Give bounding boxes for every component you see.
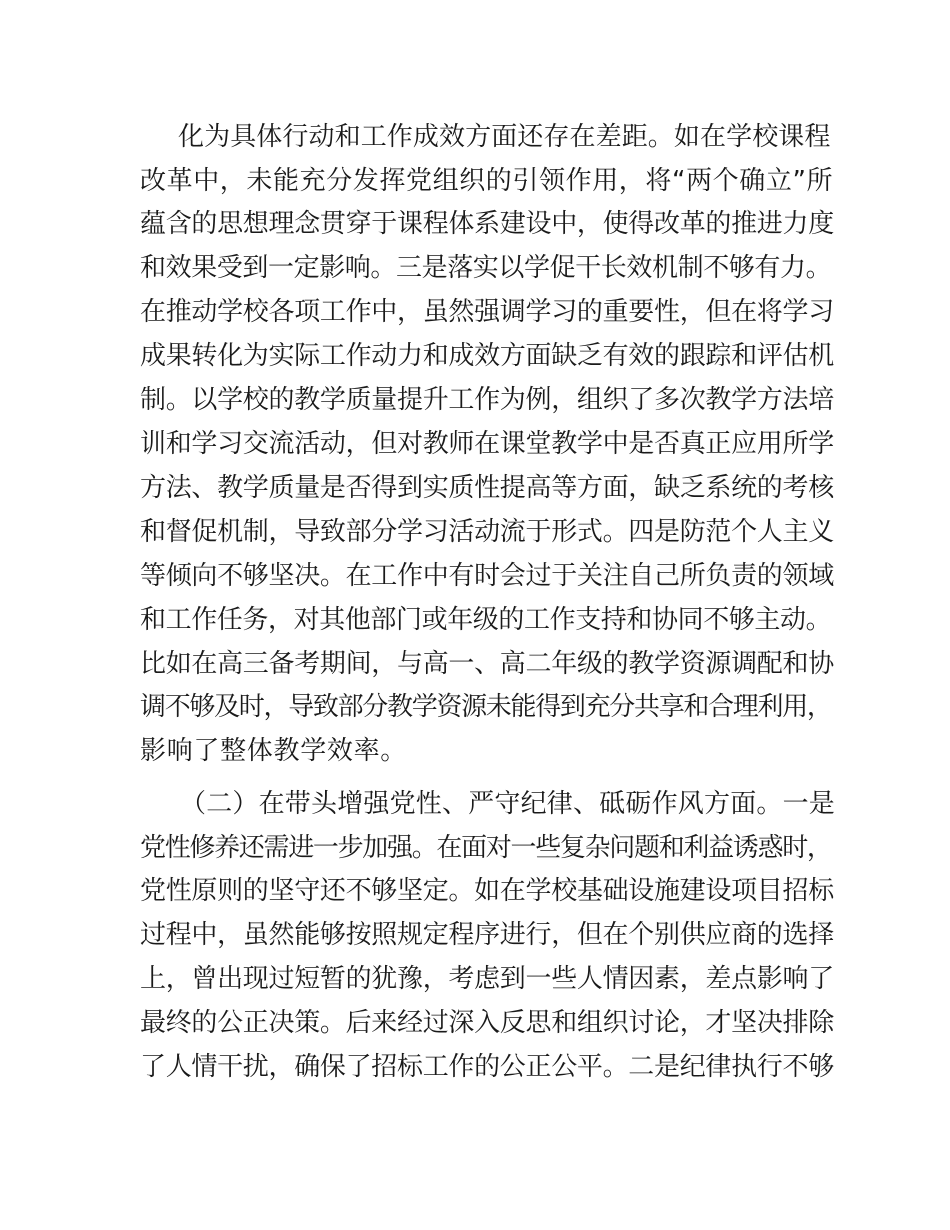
paragraph-2-line-3: 党性原则的坚守还不够坚定。如在学校基础设施建设项目招标 [140, 876, 834, 906]
paragraph-1-line-1: 化为具体行动和工作成效方面还存在差距。如在学校课程 [178, 122, 831, 152]
paragraph-1-line-15: 影响了整体教学效率。 [140, 736, 408, 766]
paragraph-1-line-2: 改革中，未能充分发挥党组织的引领作用，将“两个确立”所 [140, 166, 834, 196]
paragraph-2-line-1: （二）在带头增强党性、严守纪律、砥砺作风方面。一是 [180, 789, 836, 819]
paragraph-2-line-6: 最终的公正决策。后来经过深入反思和组织讨论，才坚决排除 [140, 1008, 834, 1038]
paragraph-1-line-10: 和督促机制，导致部分学习活动流于形式。四是防范个人主义 [140, 517, 834, 547]
paragraph-2-line-5: 上，曾出现过短暂的犹豫，考虑到一些人情因素，差点影响了 [140, 964, 834, 994]
paragraph-1-line-8: 训和学习交流活动，但对教师在课堂教学中是否真正应用所学 [140, 429, 834, 459]
paragraph-1-line-11: 等倾向不够坚决。在工作中有时会过于关注自己所负责的领域 [140, 561, 834, 591]
paragraph-1-line-14: 调不够及时，导致部分教学资源未能得到充分共享和合理利用， [140, 692, 832, 722]
paragraph-1-line-6: 成果转化为实际工作动力和成效方面缺乏有效的跟踪和评估机 [140, 341, 834, 371]
paragraph-1-line-5: 在推动学校各项工作中，虽然强调学习的重要性，但在将学习 [140, 297, 834, 327]
paragraph-1-line-9: 方法、教学质量是否得到实质性提高等方面，缺乏系统的考核 [140, 473, 834, 503]
paragraph-1-line-3: 蕴含的思想理念贯穿于课程体系建设中，使得改革的推进力度 [140, 209, 834, 239]
paragraph-2-line-2: 党性修养还需进一步加强。在面对一些复杂问题和利益诱惑时， [140, 833, 832, 863]
paragraph-1-line-12: 和工作任务，对其他部门或年级的工作支持和协同不够主动。 [140, 605, 832, 635]
paragraph-1-line-7: 制。以学校的教学质量提升工作为例，组织了多次教学方法培 [140, 385, 834, 415]
paragraph-1-line-4: 和效果受到一定影响。三是落实以学促干长效机制不够有力。 [140, 253, 832, 283]
paragraph-1-line-13: 比如在高三备考期间，与高一、高二年级的教学资源调配和协 [140, 649, 834, 679]
paragraph-2-line-4: 过程中，虽然能够按照规定程序进行，但在个别供应商的选择 [140, 920, 834, 950]
paragraph-2-line-7: 了人情干扰，确保了招标工作的公正公平。二是纪律执行不够 [140, 1052, 834, 1082]
